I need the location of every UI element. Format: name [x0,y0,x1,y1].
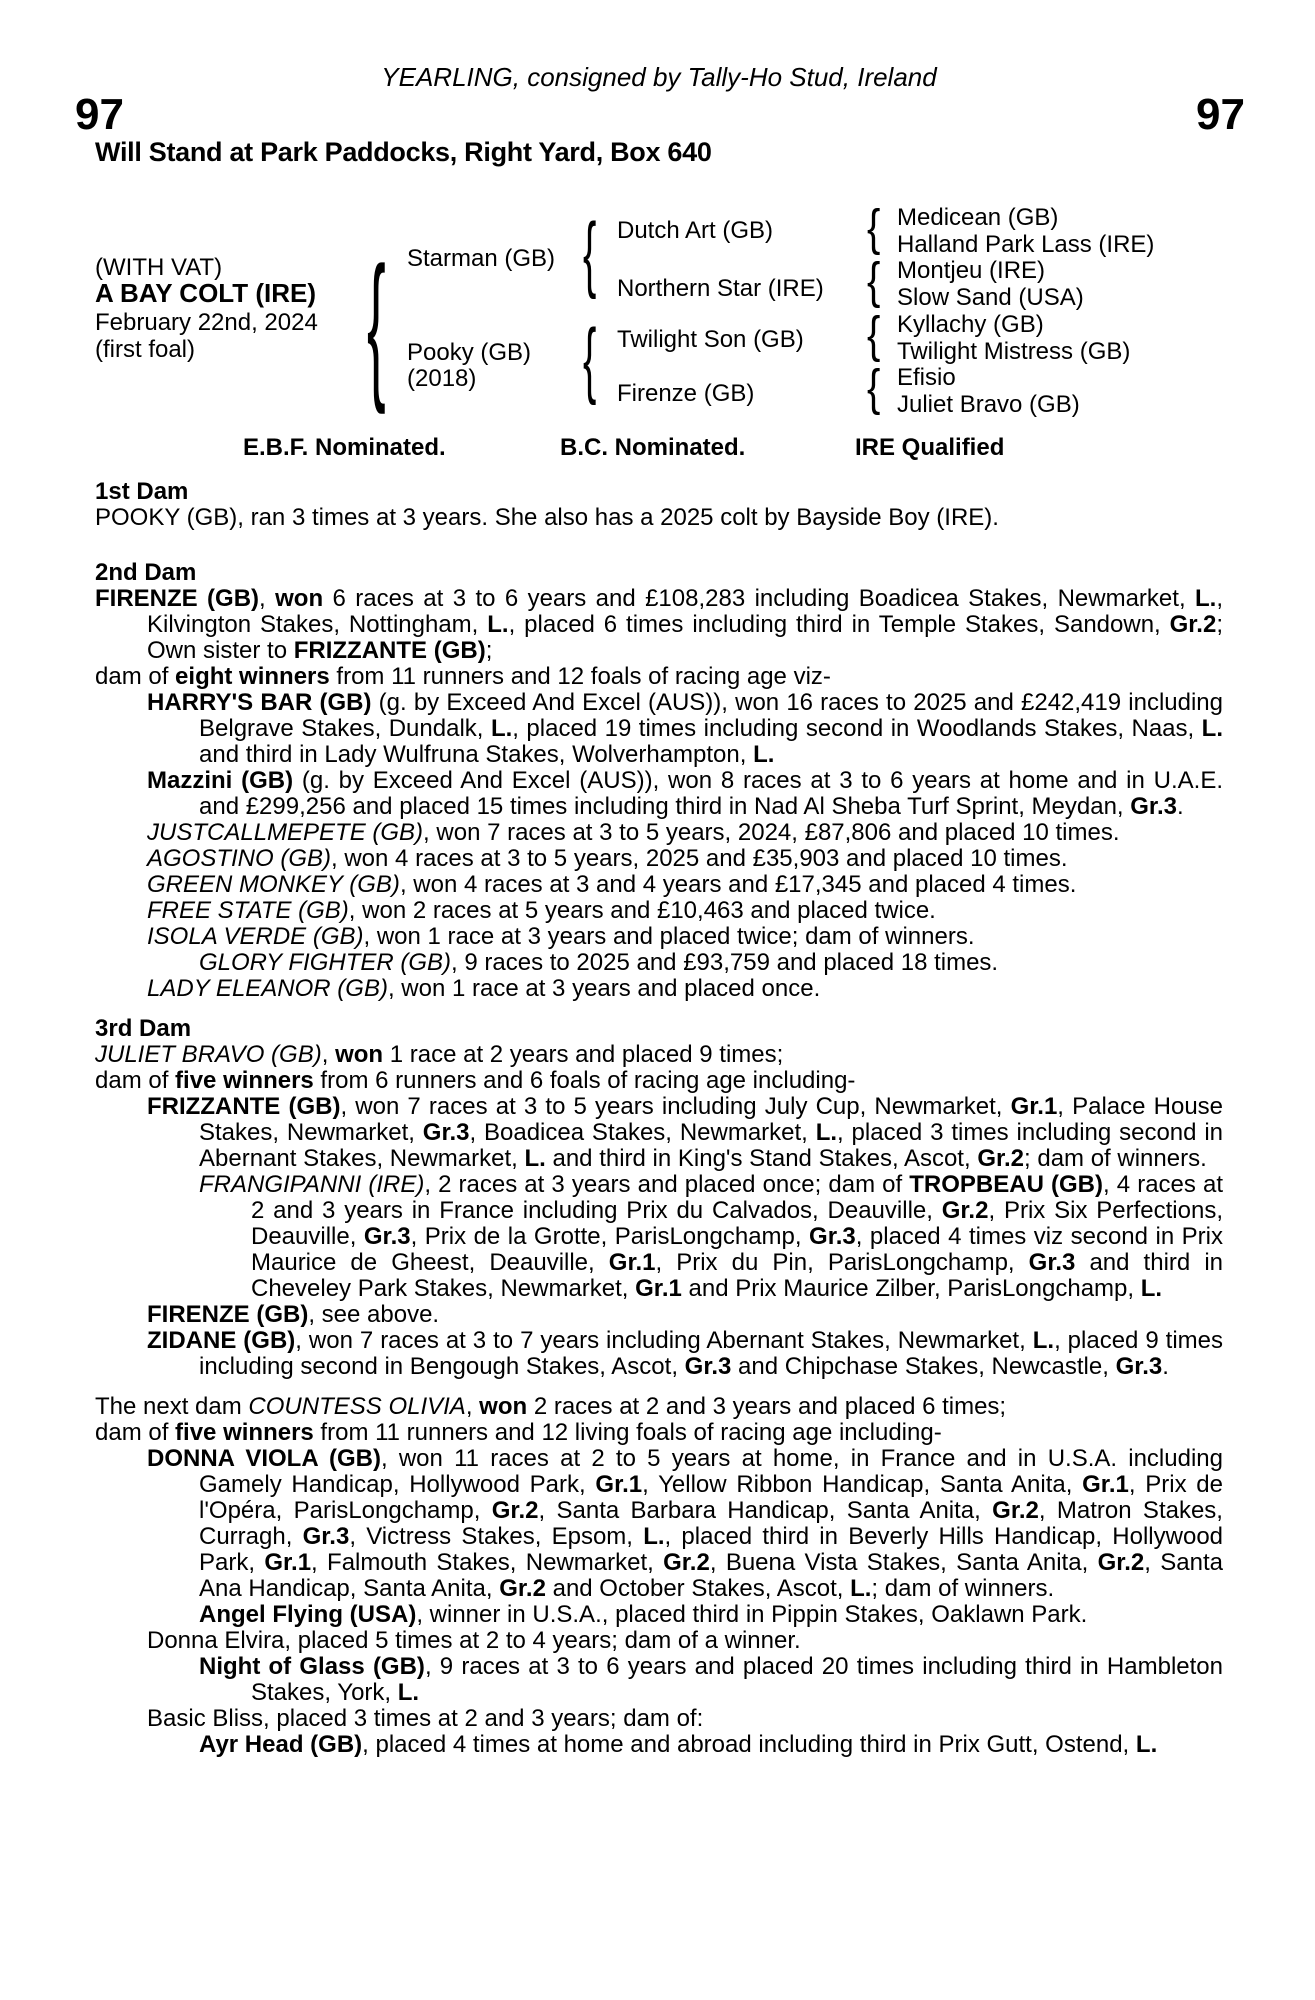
pedigree-brace-g3-4: { [867,360,881,416]
text-run: Gr.2 [1169,611,1217,638]
text-run: , 9 races at 3 to 6 years and placed 20 times including third in Hambleton Stakes, York, [251,1653,1223,1706]
text-run: and Prix Maurice Zilber, ParisLongchamp, [681,1275,1141,1302]
text-run: , Matron Stakes, Curragh, [199,1497,1223,1550]
text-run: Gr.2 [499,1575,546,1602]
nomination-bc: B.C. Nominated. [560,434,746,461]
text-run: , Boadicea Stakes, Newmarket, [469,1119,816,1146]
catalogue-paragraph [95,690,1223,768]
text-run: L. [397,1679,420,1706]
catalogue-paragraph [95,505,1223,531]
catalogue-paragraph [95,924,1223,950]
text-run: , 9 races to 2025 and £93,759 and placed 18 times. [451,949,999,976]
text-run: Night of Glass (GB) [199,1653,425,1680]
text-run: HARRY'S BAR (GB) [147,689,372,716]
text-run: and third in Lady Wulfruna Stakes, Wolverhampton, [199,741,754,768]
text-run: eight winners [175,663,330,690]
text-run: Gr.3 [363,1223,411,1250]
text-run: , Prix de la Grotte, ParisLongchamp, [410,1223,810,1250]
text-run: , won 2 races at 5 years and £10,463 and placed twice. [348,897,936,924]
catalogue-paragraph [95,1042,1223,1068]
dam-name: Pooky (GB) [407,339,532,366]
text-run: , won 4 races at 3 and 4 years and £17,345 and placed 4 times. [399,871,1077,898]
page-content [75,62,1245,1758]
text-run: , placed 4 times viz second in Prix Maurice de Gheest, Deauville, [251,1223,1223,1276]
text-run: Mazzini (GB) [147,767,294,794]
text-run: . [1162,1353,1169,1380]
text-run: L. [487,611,509,638]
pedigree-brace-g3-1: { [867,200,881,256]
text-run: Gr.1 [608,1249,656,1276]
text-run: , won 7 races at 3 to 5 years, 2024, £87,806 and placed 10 times. [423,819,1120,846]
granddam-1: Northern Star (IRE) [617,275,824,302]
text-run: L. [815,1119,838,1146]
text-run: L. [850,1575,872,1602]
text-run: Gr.3 [684,1353,732,1380]
section-heading: 3rd Dam [95,1015,192,1042]
pedigree-brace-sire: { [583,207,597,301]
text-run: , placed 19 times including second in Woodlands Stakes, Naas, [512,715,1202,742]
text-run: five winners [175,1419,314,1446]
catalogue-paragraph [95,1068,1223,1094]
stand-location-line: Will Stand at Park Paddocks, Right Yard, Box 640 [95,137,712,167]
text-run: ; Own sister to [147,611,1223,664]
text-run: from 11 runners and 12 foals of racing age viz- [329,663,831,690]
dam-year: (2018) [407,365,477,392]
text-run: Gr.1 [264,1549,312,1576]
dam-section-4 [95,1394,1223,1758]
ggparent-7: Efisio [897,364,956,391]
lot-number-left: 97 [75,90,124,139]
ggparent-5: Kyllachy (GB) [897,311,1044,338]
catalogue-paragraph [95,1302,1223,1328]
text-run: , Falmouth Stakes, Newmarket, [311,1549,664,1576]
text-run: Gr.2 [941,1197,989,1224]
text-run: five winners [175,1067,314,1094]
catalogue-paragraph [95,1328,1223,1380]
text-run: , see above. [308,1301,440,1328]
text-run: , Palace House Stakes, Newmarket, [199,1093,1224,1146]
text-run: ISOLA VERDE (GB) [147,923,364,950]
text-run: FREE STATE (GB) [147,897,349,924]
page-title: YEARLING, consigned by Tally-Ho Stud, Ireland [381,62,937,92]
text-run: dam of [95,1067,176,1094]
catalogue-paragraph [95,1094,1223,1172]
catalogue-paragraph [95,846,1223,872]
catalogue-paragraph [95,664,1223,690]
lot-number-row [75,90,1245,139]
text-run: , Yellow Ribbon Handicap, Santa Anita, [642,1471,1083,1498]
text-run: and third in Cheveley Park Stakes, Newmarket, [251,1249,1223,1302]
ggparent-2: Halland Park Lass (IRE) [897,231,1155,258]
nomination-ebf: E.B.F. Nominated. [243,434,446,461]
text-run: from 6 runners and 6 foals of racing age including- [313,1067,856,1094]
text-run: , placed 6 times including third in Temple Stakes, Sandown, [508,611,1170,638]
text-run: (g. by Exceed And Excel (AUS)), won 16 races to 2025 and £242,419 including Belgrave Stakes, Dundalk, [199,689,1223,742]
catalogue-paragraph [95,976,1223,1002]
text-run: Donna Elvira, placed 5 times at 2 to 4 years; dam of a winner. [147,1627,801,1654]
text-run: dam of [95,1419,176,1446]
text-run: Gr.2 [992,1497,1039,1524]
text-run: Angel Flying (USA) [199,1601,417,1628]
text-run: JULIET BRAVO (GB) [95,1041,322,1068]
text-run: L. [643,1523,665,1550]
text-run: , Victress Stakes, Epsom, [349,1523,644,1550]
text-run: dam of [95,663,176,690]
text-run: L. [490,715,513,742]
text-run: DONNA VIOLA (GB) [147,1445,381,1472]
catalogue-paragraph [95,1420,1223,1446]
text-run: , [465,1393,480,1420]
text-run: , [259,585,276,612]
catalogue-paragraph [95,820,1223,846]
catalogue-paragraph [95,898,1223,924]
text-run: , Buena Vista Stakes, Santa Anita, [709,1549,1098,1576]
catalogue-paragraph [95,1654,1223,1706]
catalogue-paragraph [95,1602,1223,1628]
granddam-2: Firenze (GB) [617,380,755,407]
text-run: from 11 runners and 12 living foals of racing age including- [313,1419,942,1446]
catalogue-paragraph [95,1394,1223,1420]
text-run: FRIZZANTE (GB) [293,637,486,664]
text-run: , Santa Barbara Handicap, Santa Anita, [538,1497,993,1524]
text-run: 6 races at 3 to 6 years and £108,283 including Boadicea Stakes, Newmarket, [323,585,1195,612]
text-run: Gr.1 [595,1471,643,1498]
pedigree-brace-dam: { [583,313,597,407]
text-run: won [335,1041,384,1068]
text-run: , won 1 race at 3 years and placed once. [387,975,821,1002]
text-run: , won 1 race at 3 years and placed twice; dam of winners. [363,923,975,950]
text-run: and third in King's Stand Stakes, Ascot, [545,1145,978,1172]
text-run: ZIDANE (GB) [147,1327,296,1354]
text-run: TROPBEAU (GB) [909,1171,1103,1198]
text-run: L. [1032,1327,1055,1354]
text-run: GLORY FIGHTER (GB) [199,949,452,976]
text-run: , Prix du Pin, ParisLongchamp, [655,1249,1029,1276]
dam-section-1 [95,479,1223,531]
text-run: , Santa Ana Handicap, Santa Anita, [199,1549,1223,1602]
text-run: FRANGIPANNI (IRE) [199,1171,425,1198]
dam-sections [95,479,1223,1758]
text-run: Gr.3 [1115,1353,1163,1380]
catalogue-paragraph [95,586,1223,664]
text-run: L. [753,741,775,768]
pedigree-table [95,200,1223,435]
pedigree-brace-g3-3: { [867,307,881,363]
text-run: , 4 races at 2 and 3 years in France including Prix du Calvados, Deauville, [251,1171,1223,1224]
text-run: Gr.2 [977,1145,1025,1172]
text-run: L. [524,1145,546,1172]
text-run: Gr.3 [1028,1249,1076,1276]
text-run: Ayr Head (GB) [199,1731,363,1758]
ggparent-3: Montjeu (IRE) [897,257,1046,284]
text-run: ; [485,637,493,664]
pedigree-brace-main: { [367,232,386,415]
text-run: POOKY (GB), ran 3 times at 3 years. She also has a 2025 colt by Bayside Boy (IRE). [95,504,999,531]
text-run: Gr.2 [491,1497,539,1524]
catalogue-paragraph [95,1706,1223,1732]
text-run: , placed third in Beverly Hills Handicap, Hollywood Park, [199,1523,1224,1576]
ggparent-4: Slow Sand (USA) [897,284,1084,311]
text-run: GREEN MONKEY (GB) [147,871,400,898]
text-run: Gr.3 [1130,793,1177,820]
nominations-row [95,435,1223,461]
vat-note: (WITH VAT) [95,254,223,281]
colt-name: A BAY COLT (IRE) [95,278,317,308]
text-run: Basic Bliss, placed 3 times at 2 and 3 years; dam of: [147,1705,704,1732]
nomination-ire: IRE Qualified [855,434,1005,461]
catalogue-paragraph [95,1172,1223,1302]
ggparent-8: Juliet Bravo (GB) [897,391,1080,418]
text-run: won [275,585,324,612]
text-run: L. [1135,1731,1158,1758]
text-run: LADY ELEANOR (GB) [147,975,388,1002]
text-run: Gr.3 [302,1523,350,1550]
text-run: ; dam of winners. [1024,1145,1207,1172]
catalogue-paragraph [95,872,1223,898]
text-run: L. [1201,715,1223,742]
grandsire-1: Dutch Art (GB) [617,217,774,244]
ggparent-1: Medicean (GB) [897,204,1059,231]
text-run: , placed 9 times including second in Bengough Stakes, Ascot, [199,1327,1224,1380]
text-run: , 2 races at 3 years and placed once; dam of [424,1171,910,1198]
grandsire-2: Twilight Son (GB) [617,326,804,353]
foaling-date: February 22nd, 2024 [95,309,318,336]
text-run: Gr.2 [663,1549,710,1576]
sire-name: Starman (GB) [407,245,556,272]
text-run: , placed 3 times including second in Abernant Stakes, Newmarket, [199,1119,1224,1172]
text-run: FIRENZE (GB) [95,585,260,612]
lot-number-right: 97 [1196,90,1245,139]
text-run: 1 race at 2 years and placed 9 times; [383,1041,784,1068]
text-run: (g. by Exceed And Excel (AUS)), won 8 races at 3 to 6 years at home and in U.A.E. and £299,256 and placed 15 times including third in Nad Al Sheba Turf Sprint, Meydan, [199,767,1223,820]
text-run: . [1176,793,1184,820]
dam-section-2 [95,560,1223,1002]
text-run: 2 races at 2 and 3 years and placed 6 times; [527,1393,1007,1420]
text-run: ; dam of winners. [871,1575,1055,1602]
foal-note: (first foal) [95,336,196,363]
text-run: , won 7 races at 3 to 7 years including Abernant Stakes, Newmarket, [295,1327,1033,1354]
text-run: and Chipchase Stakes, Newcastle, [731,1353,1116,1380]
text-run: AGOSTINO (GB) [147,845,332,872]
text-run: L. [1195,585,1217,612]
text-run: Gr.3 [422,1119,470,1146]
text-run: COUNTESS OLIVIA [248,1393,466,1420]
catalogue-paragraph [95,1628,1223,1654]
catalogue-paragraph [95,1446,1223,1602]
text-run: JUSTCALLMEPETE (GB) [147,819,424,846]
text-run: , [321,1041,336,1068]
text-run: won [479,1393,528,1420]
text-run: Gr.2 [1097,1549,1145,1576]
dam-section-3 [95,1016,1223,1380]
catalogue-paragraph [95,768,1223,820]
text-run: The next dam [95,1393,249,1420]
pedigree-brace-g3-2: { [867,253,881,309]
text-run: , Prix Six Perfections, Deauville, [251,1197,1223,1250]
catalogue-paragraph [95,950,1223,976]
ggparent-6: Twilight Mistress (GB) [897,338,1131,365]
text-run: and October Stakes, Ascot, [545,1575,851,1602]
text-run: , Prix de l'Opéra, ParisLongchamp, [199,1471,1223,1524]
section-heading: 1st Dam [95,478,189,505]
text-run: Gr.1 [635,1275,682,1302]
text-run: , placed 4 times at home and abroad including third in Prix Gutt, Ostend, [362,1731,1136,1758]
text-run: , Kilvington Stakes, Nottingham, [147,585,1223,638]
text-run: L. [1140,1275,1163,1302]
text-run: , won 4 races at 3 to 5 years, 2025 and £35,903 and placed 10 times. [331,845,1068,872]
text-run: Gr.1 [1010,1093,1058,1120]
text-run: Gr.1 [1082,1471,1129,1498]
catalogue-paragraph [95,1732,1223,1758]
text-run: , winner in U.S.A., placed third in Pippin Stakes, Oaklawn Park. [416,1601,1088,1628]
text-run: , won 11 races at 2 to 5 years at home, in France and in U.S.A. including Gamely Handicap, Hollywood Park, [199,1445,1223,1498]
text-run: FIRENZE (GB) [147,1301,309,1328]
text-run: FRIZZANTE (GB) [147,1093,341,1120]
section-heading: 2nd Dam [95,559,197,586]
text-run: Gr.3 [809,1223,856,1250]
text-run: , won 7 races at 3 to 5 years including July Cup, Newmarket, [340,1093,1011,1120]
